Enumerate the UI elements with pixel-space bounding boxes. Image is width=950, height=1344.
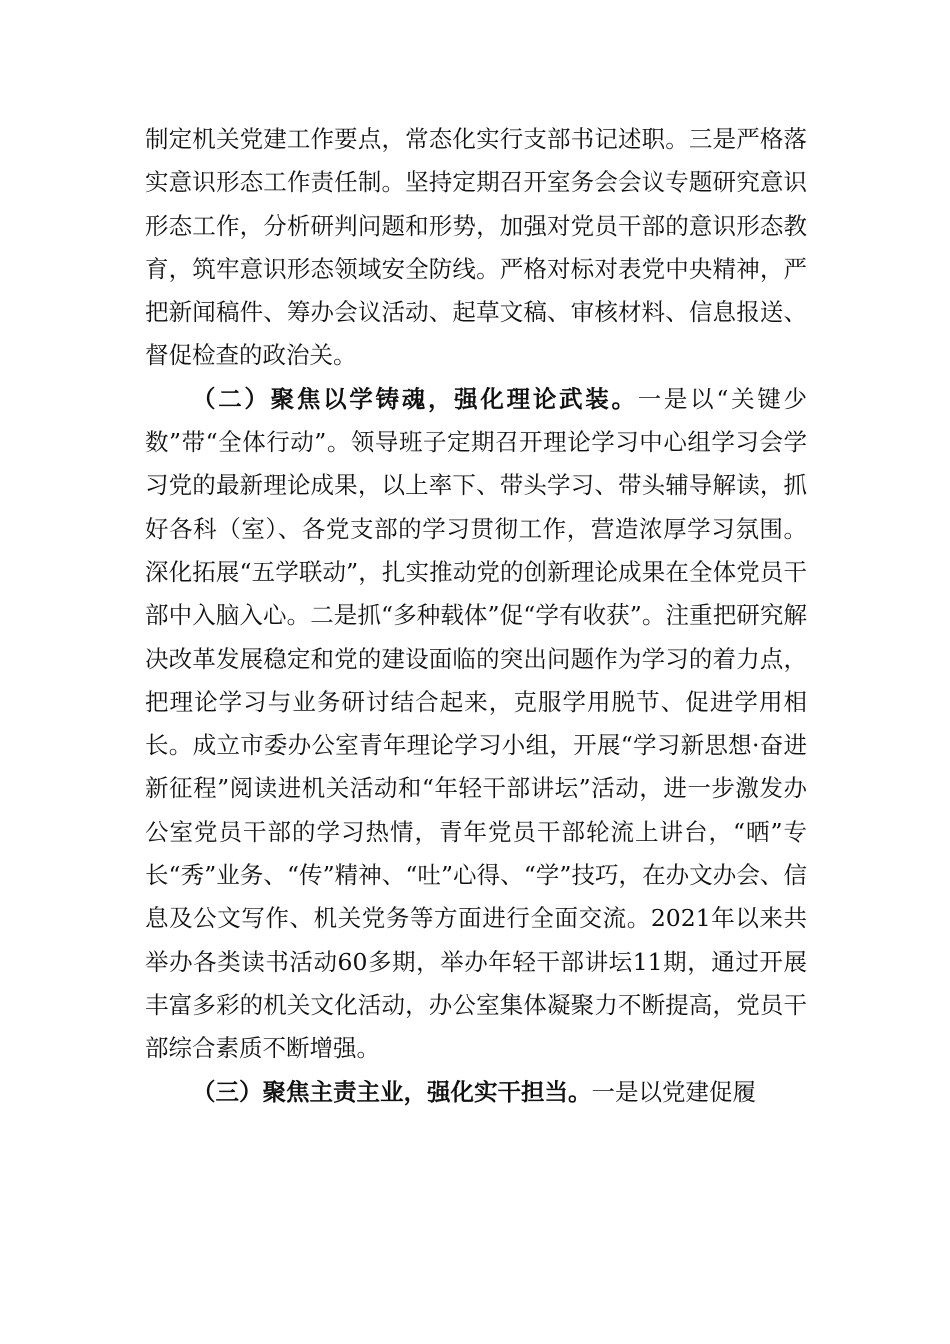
document-body	[145, 118, 807, 1114]
paragraph-1-text: 制定机关党建工作要点，常态化实行支部书记述职。三是严格落实意识形态工作责任制。坚持定期召开室务会会议专题研究意识形态工作，分析研判问题和形势，加强对党员干部的意识形态教育，筑牢意识形态领域安全防线。严格对标对表党中央精神，严把新闻稿件、筹办会议活动、起草文稿、审核材料、信息报送、督促检查的政治关。	[145, 125, 807, 370]
section-heading-2: （二）聚焦以学铸魂，强化理论武装。	[192, 384, 638, 413]
section-heading-3: （三）聚焦主责主业，强化实干担当。	[192, 1077, 592, 1106]
paragraph-3-text: 一是以党建促履	[591, 1077, 756, 1106]
paragraph-2	[145, 378, 807, 1071]
paragraph-1	[145, 118, 807, 378]
paragraph-2-text: 一是以“关键少数”带“全体行动”。领导班子定期召开理论学习中心组学习会学习党的最新理论成果，以上率下、带头学习、带头辅导解读，抓好各科（室）、各党支部的学习贯彻工作，营造浓厚学习氛围。深化拓展“五学联动”，扎实推动党的创新理论成果在全体党员干部中入脑入心。二是抓“多种载体”促“学有收获”。注重把研究解决改革发展稳定和党的建设面临的突出问题作为学习的着力点，把理论学习与业务研讨结合起来，克服学用脱节、促进学用相长。成立市委办公室青年理论学习小组，开展“学习新思想·奋进新征程”阅读进机关活动和“年轻干部讲坛”活动，进一步激发办公室党员干部的学习热情，青年党员干部轮流上讲台，“晒”专长“秀”业务、“传”精神、“吐”心得、“学”技巧，在办文办会、信息及公文写作、机关党务等方面进行全面交流。2021年以来共举办各类读书活动60多期，举办年轻干部讲坛11期，通过开展丰富多彩的机关文化活动，办公室集体凝聚力不断提高，党员干部综合素质不断增强。	[145, 384, 808, 1063]
paragraph-3	[145, 1071, 807, 1114]
